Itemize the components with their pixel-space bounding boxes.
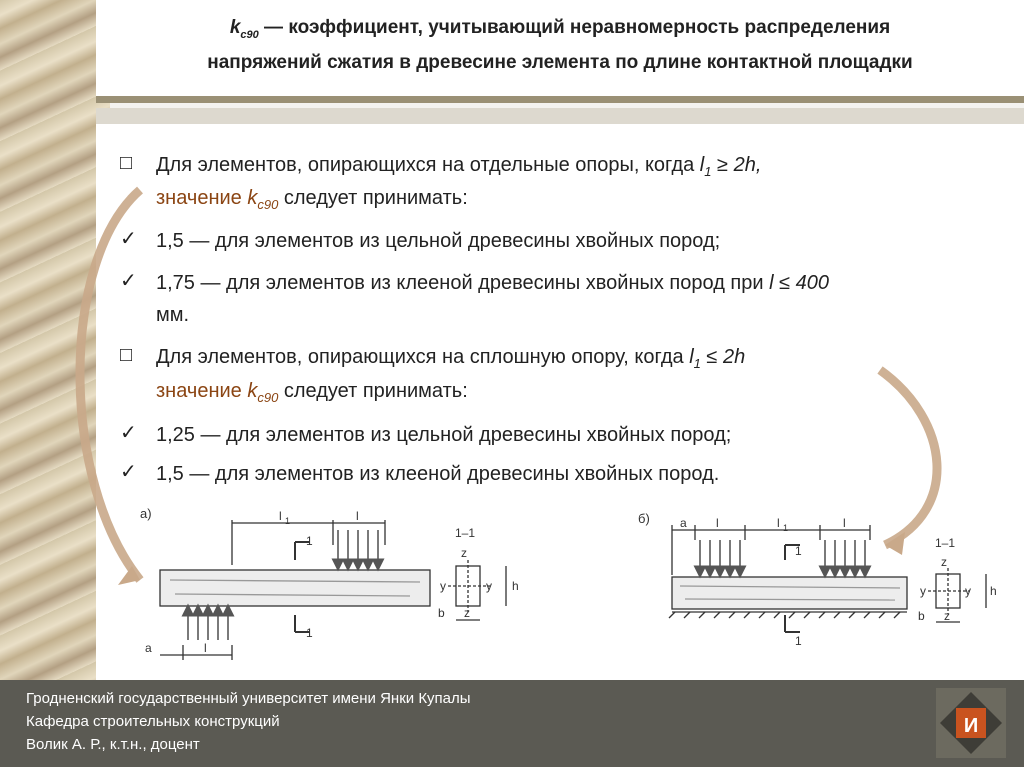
title-k: k [229, 17, 241, 38]
dim-l-bottom-label: l [204, 641, 207, 655]
cut-label-bottom: 1 [306, 626, 313, 640]
dim-l1-label: l [279, 509, 282, 523]
axis-z-label: z [461, 546, 467, 560]
support-arrows-bottom [188, 610, 228, 640]
square-bullet-icon: □ [120, 152, 133, 174]
dim-l-label: l [356, 509, 359, 523]
item-text: следует принимать: [278, 187, 468, 209]
dim-a-label: a [680, 516, 687, 530]
item-accent-text: значение [156, 380, 248, 402]
item-text: Для элементов, опирающихся на сплошную опору, когда [156, 346, 690, 368]
footer-department: Кафедра строительных конструкций [26, 713, 280, 730]
curved-arrow-left [80, 190, 140, 580]
axis-y-right-label: y [486, 579, 492, 593]
logo-text: И [963, 715, 979, 737]
dim-l1-sub: 1 [783, 523, 789, 533]
dim-h-label: h [990, 584, 997, 598]
diagram-a-label: а) [140, 506, 152, 521]
section-label: 1–1 [455, 526, 476, 540]
cut-label-top: 1 [306, 534, 313, 548]
university-logo-icon [936, 688, 1006, 758]
diagram-b-label: б) [638, 511, 650, 526]
dim-l-label: l [716, 516, 719, 530]
footer-author: Волик А. Р., к.т.н., доцент [26, 736, 200, 753]
item-text: следует принимать: [278, 380, 468, 402]
item-text: Для элементов, опирающихся на отдельные опоры, когда [156, 154, 700, 176]
item-cond-sub: 1 [693, 356, 701, 371]
footer-university: Гродненский государственный университет имени Янки Купалы [26, 690, 471, 707]
item-k-sub: c90 [257, 390, 279, 405]
diagram-a [140, 506, 519, 660]
axis-z-bottom-label: z [944, 609, 950, 623]
checkmark-icon: ✓ [120, 422, 137, 444]
dim-a-label: a [145, 641, 152, 655]
load-arrows-right [825, 540, 865, 572]
item-text: 1,75 — для элементов из клееной древесины хвойных пород при [156, 272, 770, 294]
diagram-b [638, 511, 997, 648]
title-k-sub: c90 [240, 28, 259, 41]
load-arrows-left [700, 540, 740, 572]
title-line2: напряжений сжатия в древесине элемента по длине контактной площадки [207, 51, 913, 73]
dim-h-label: h [512, 579, 519, 593]
axis-y-label: y [440, 579, 446, 593]
load-arrows-top [338, 530, 378, 565]
title-line1: — коэффициент, учитывающий неравномерность распределения [258, 17, 891, 38]
axis-y-right-label: y [965, 584, 971, 598]
list-item-continued: мм. [156, 304, 190, 326]
list-item: 1,25 — для элементов из цельной древесины хвойных пород; [156, 424, 732, 446]
dim-b-label: b [438, 606, 445, 620]
item-k-sub: c90 [257, 197, 279, 212]
item-cond-sub: 1 [704, 164, 712, 179]
list-item: 1,5 — для элементов из цельной древесины хвойных пород; [156, 230, 721, 252]
item-cond: l [689, 346, 694, 368]
beam-b [672, 577, 907, 609]
axis-z-label: z [941, 555, 947, 569]
item-cond: l ≤ 400 [769, 272, 830, 294]
curved-arrow-right [880, 370, 937, 545]
checkmark-icon: ✓ [120, 228, 137, 250]
checkmark-icon: ✓ [120, 461, 137, 483]
dim-l1-sub: 1 [285, 516, 291, 526]
beam-a [160, 570, 430, 606]
item-cond-rest: ≤ 2h [700, 346, 746, 368]
item-cond: l [699, 154, 705, 176]
item-k: k [247, 187, 258, 209]
cut-label-bottom: 1 [795, 634, 802, 648]
axis-y-label: y [920, 584, 926, 598]
axis-z-bottom-label: z [464, 606, 470, 620]
dim-l-right-label: l [843, 516, 846, 530]
list-item: 1,5 — для элементов из клееной древесины хвойных пород. [156, 463, 720, 485]
item-cond-rest: ≥ 2h, [711, 154, 762, 176]
checkmark-icon: ✓ [120, 270, 137, 292]
dim-l1-label: l [777, 516, 780, 530]
item-k: k [247, 380, 258, 402]
cut-label-top: 1 [795, 544, 802, 558]
dim-b-label: b [918, 609, 925, 623]
section-label: 1–1 [935, 536, 956, 550]
item-accent-text: значение [156, 187, 248, 209]
square-bullet-icon: □ [120, 344, 133, 366]
